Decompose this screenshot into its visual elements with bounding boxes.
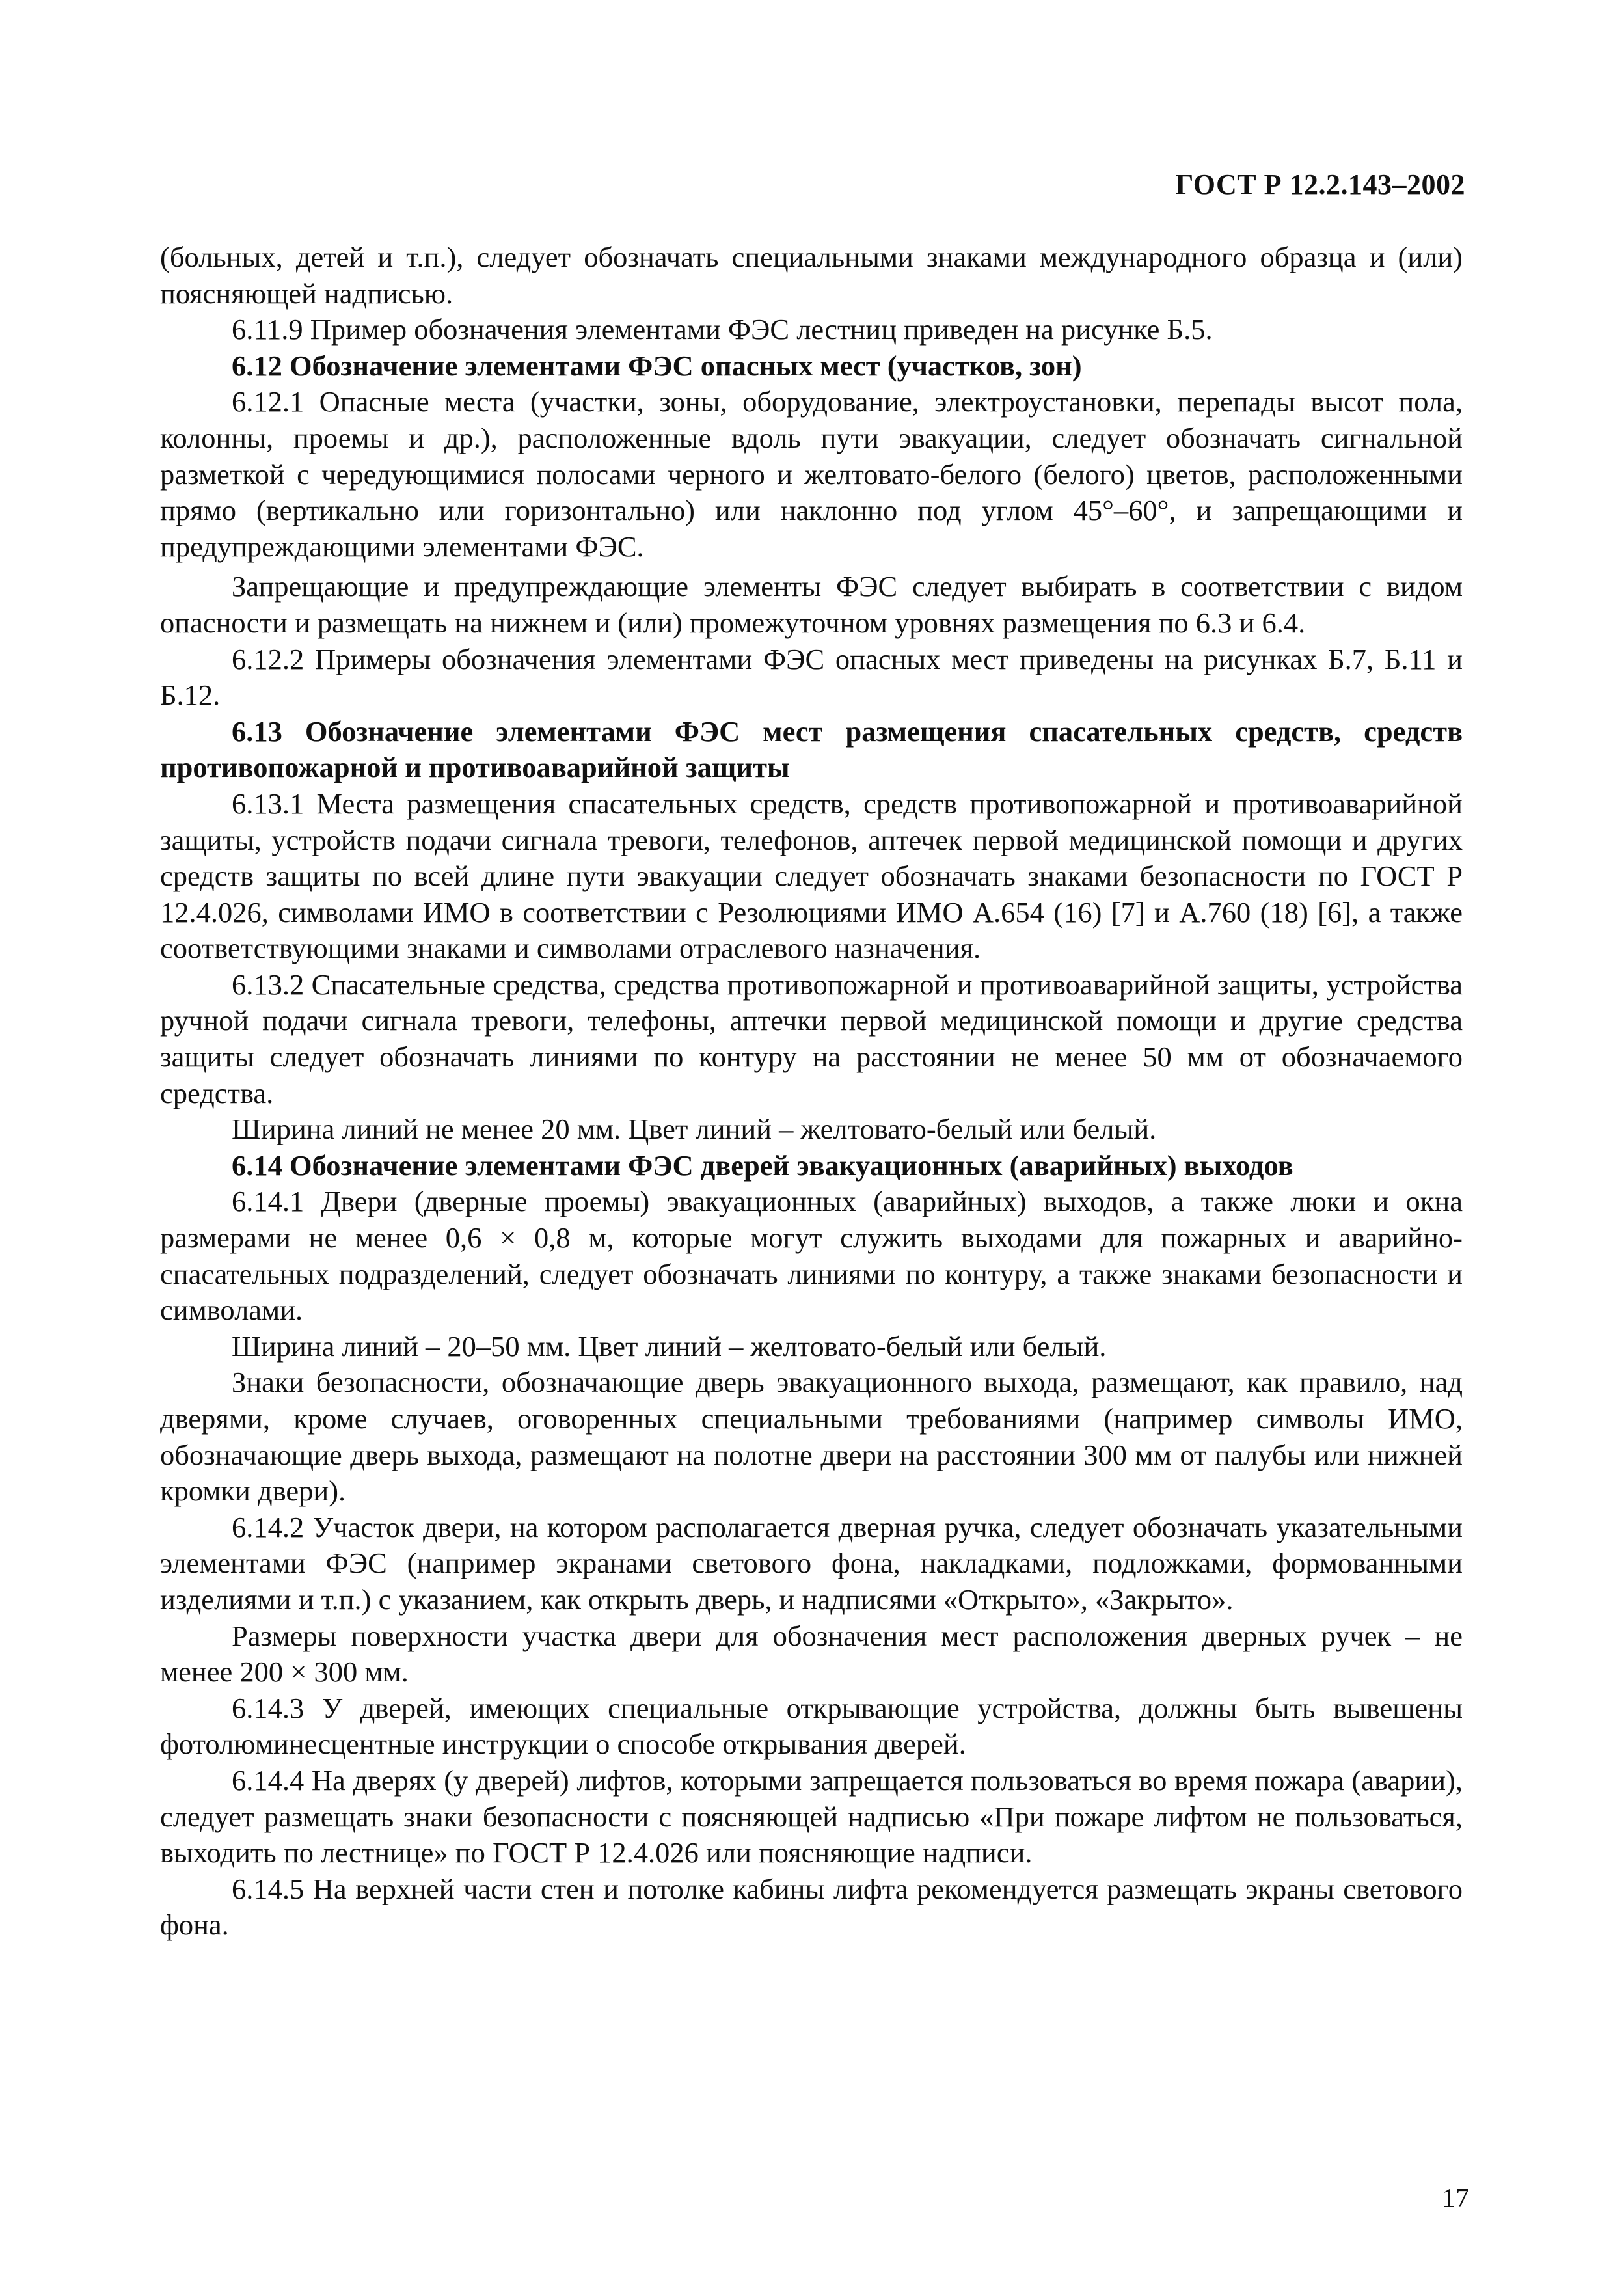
paragraph-exit-signs: Знаки безопасности, обозначающие дверь эвакуационного выхода, размещают, как правило, над дверями, кроме случаев, оговоренных специальными требованиями (например символы ИМО, обозначающие дверь выхода, размещают на полотне двери на расстоянии 300 мм от палубы или нижней кромки двери). [160,1366,1463,1508]
paragraph-handle-area-size: Размеры поверхности участка двери для обозначения мест расположения дверных ручек – не менее 200 × 300 мм. [160,1619,1463,1689]
paragraph-6-13-1: 6.13.1 Места размещения спасательных средств, средств противопожарной и противоаварийной защиты, устройств подачи сигнала тревоги, телефонов, аптечек первой медицинской помощи и других средств защиты по всей длине пути эвакуации следует обозначать знаками безопасности по ГОСТ Р 12.4.026, символами ИМО в соответствии с Резолюциями ИМО А.654 (16) [7] и А.760 (18) [6], а также соответствующими знаками и символами отраслевого назначения. [160,787,1463,965]
document-body [160,239,1463,1944]
paragraph-6-13-2: 6.13.2 Спасательные средства, средства противопожарной и противоаварийной защиты, устройства ручной подачи сигнала тревоги, телефоны, аптечки первой медицинской помощи и другие средства защиты следует обозначать линиями по контуру на расстоянии не менее 50 мм от обозначаемого средства. [160,968,1463,1109]
paragraph-6-14-5: 6.14.5 На верхней части стен и потолке кабины лифта рекомендуется размещать экраны светового фона. [160,1872,1463,1942]
paragraph-6-12-1-cont: Запрещающие и предупреждающие элементы ФЭС следует выбирать в соответствии с видом опасности и размещать на нижнем и (или) промежуточном уровнях размещения по 6.3 и 6.4. [160,570,1463,639]
section-heading-6-13: 6.13 Обозначение элементами ФЭС мест размещения спасательных средств, средств противопожарной и противоаварийной защиты [160,714,1463,784]
section-heading-6-12: 6.12 Обозначение элементами ФЭС опасных мест (участков, зон) [232,349,1082,382]
paragraph-6-11-9: 6.11.9 Пример обозначения элементами ФЭС лестниц приведен на рисунке Б.5. [232,313,1213,346]
document-header-id: ГОСТ Р 12.2.143–2002 [1175,169,1465,200]
paragraph-6-14-1: 6.14.1 Двери (дверные проемы) эвакуационных (аварийных) выходов, а также люки и окна размерами не менее 0,6 × 0,8 м, которые могут служить выходами для пожарных и аварийно-спасательных подразделений, следует обозначать линиями по контуру, а также знаками безопасности и символами. [160,1185,1463,1327]
paragraph-6-14-2: 6.14.2 Участок двери, на котором располагается дверная ручка, следует обозначать указательными элементами ФЭС (например экранами светового фона, накладками, подложками, формованными изделиями и т.п.) с указанием, как открыть дверь, и надписями «Открыто», «Закрыто». [160,1510,1463,1616]
paragraph-6-12-1: 6.12.1 Опасные места (участки, зоны, оборудование, электроустановки, перепады высот пола, колонны, проемы и др.), расположенные вдоль пути эвакуации, следует обозначать сигнальной разметкой с чередующимися полосами черного и желтовато-белого (белого) цветов, расположенными прямо (вертикально или горизонтально) или наклонно под углом 45°–60°, и запрещающими и предупреждающими элементами ФЭС. [160,385,1463,563]
paragraph-line-width: Ширина линий не менее 20 мм. Цвет линий – желтовато-белый или белый. [232,1113,1157,1146]
paragraph-continuation: (больных, детей и т.п.), следует обозначать специальными знаками международного образца и (или) поясняющей надписью. [160,241,1463,310]
paragraph-6-14-4: 6.14.4 На дверях (у дверей) лифтов, которыми запрещается пользоваться во время пожара (аварии), следует размещать знаки безопасности с поясняющей надписью «При пожаре лифтом не пользоваться, выходить по лестнице» по ГОСТ Р 12.4.026 или поясняющие надписи. [160,1763,1463,1869]
section-heading-6-14: 6.14 Обозначение элементами ФЭС дверей эвакуационных (аварийных) выходов [232,1148,1293,1182]
paragraph-6-12-2: 6.12.2 Примеры обозначения элементами ФЭС опасных мест приведены на рисунках Б.7, Б.11 и Б.12. [160,642,1463,712]
page-number: 17 [1442,2184,1469,2214]
paragraph-6-14-3: 6.14.3 У дверей, имеющих специальные открывающие устройства, должны быть вывешены фотолюминесцентные инструкции о способе открывания дверей. [160,1691,1463,1761]
paragraph-line-width-2: Ширина линий – 20–50 мм. Цвет линий – желтовато-белый или белый. [232,1329,1107,1363]
